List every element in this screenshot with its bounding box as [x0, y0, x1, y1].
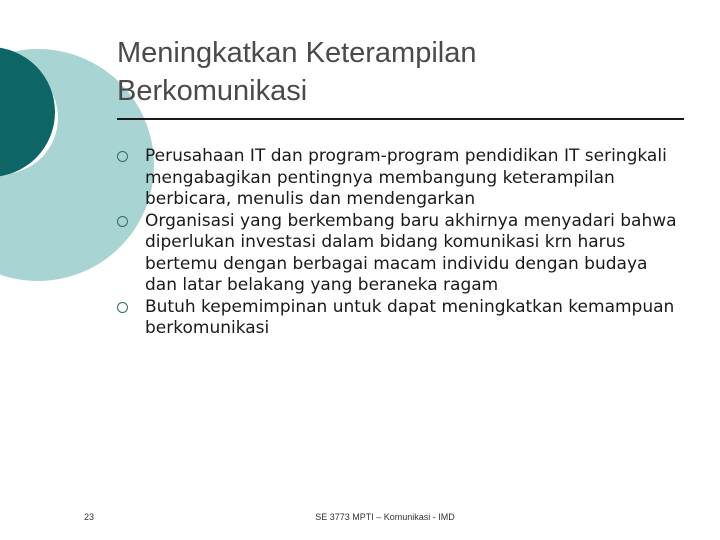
title-divider	[117, 118, 684, 120]
bullet-text: Butuh kepemimpinan untuk dapat meningkatkan kemampuan berkomunikasi	[145, 296, 675, 338]
ring-bullet-icon	[117, 216, 128, 227]
title-line-2: Berkomunikasi	[117, 75, 308, 107]
bullet-text: Perusahaan IT dan program-program pendidikan IT seringkali mengabagikan pentingnya membangung keterampilan berbicara, menulis dan mendengarkan	[145, 146, 667, 209]
title-line-1: Meningkatkan Keterampilan	[117, 37, 477, 69]
ring-bullet-icon	[117, 302, 128, 313]
bullet-text: Organisasi yang berkembang baru akhirnya menyadari bahwa diperlukan investasi dalam bidang komunikasi krn harus bertemu dengan berbagai macam individu dengan budaya dan latar belakang yang beraneka ragam	[145, 210, 677, 295]
slide-number: 23	[84, 512, 95, 522]
bullet-item	[117, 211, 677, 297]
slide-title	[117, 34, 677, 110]
bullet-list	[117, 146, 677, 340]
footer-text: SE 3773 MPTI – Komunikasi - IMD	[315, 512, 455, 522]
bullet-item	[117, 297, 677, 340]
ring-bullet-icon	[117, 151, 128, 162]
bullet-item	[117, 146, 677, 211]
